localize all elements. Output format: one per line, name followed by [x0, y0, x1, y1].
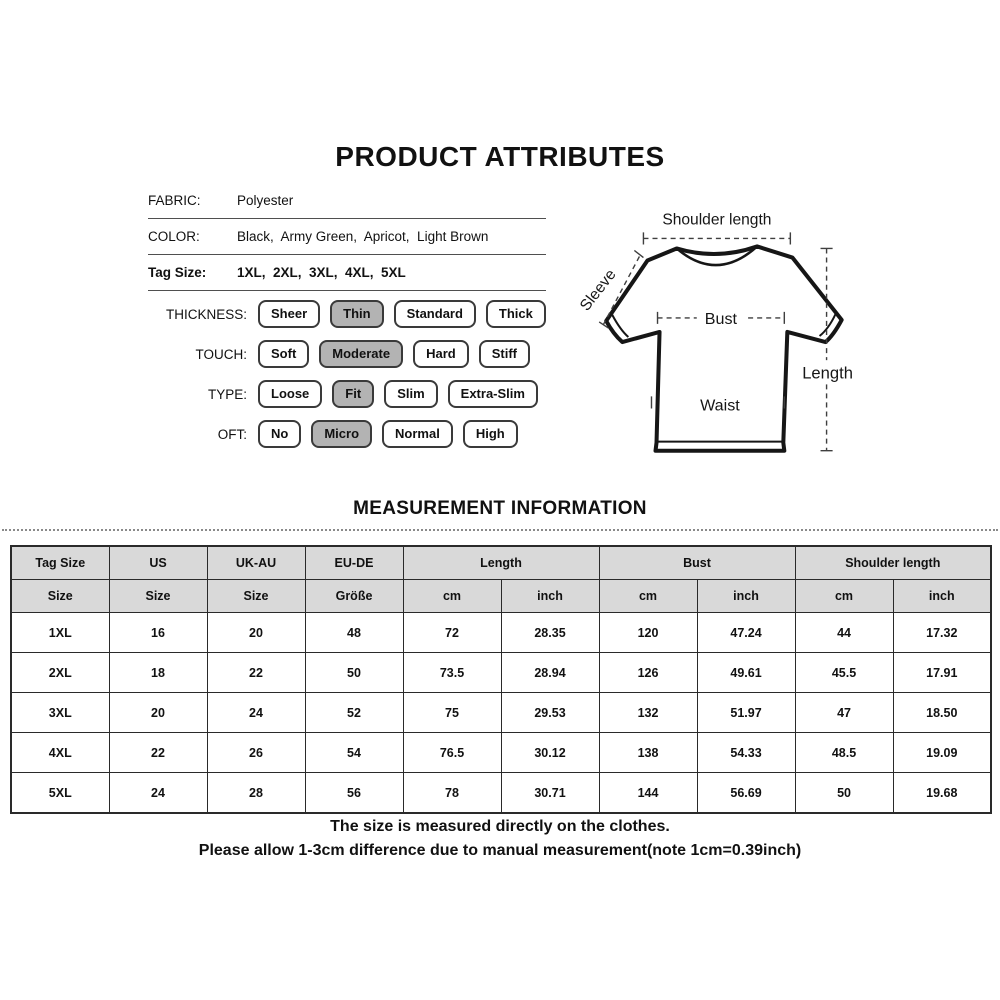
table-cell: 76.5 [403, 733, 501, 773]
table-subheader-cell: Size [109, 580, 207, 613]
option-button[interactable]: Thin [330, 300, 383, 329]
option-button[interactable]: Thick [486, 300, 546, 329]
table-cell: 30.71 [501, 773, 599, 814]
option-button[interactable]: Standard [394, 300, 476, 329]
table-cell: 45.5 [795, 653, 893, 693]
table-subheader-cell: inch [501, 580, 599, 613]
table-header-cell: Shoulder length [795, 546, 991, 580]
table-cell: 22 [109, 733, 207, 773]
table-cell: 120 [599, 613, 697, 653]
table-cell: 54 [305, 733, 403, 773]
table-cell: 2XL [11, 653, 109, 693]
table-cell: 56 [305, 773, 403, 814]
option-button[interactable]: Micro [311, 420, 372, 449]
option-button[interactable]: High [463, 420, 518, 449]
table-row [11, 613, 991, 653]
table-cell: 3XL [11, 693, 109, 733]
table-cell: 24 [109, 773, 207, 814]
option-group-label: TYPE: [207, 386, 247, 402]
bust-label: Bust [704, 309, 738, 328]
table-header-cell: UK-AU [207, 546, 305, 580]
shoulder-length-label: Shoulder length [662, 211, 772, 229]
table-cell: 78 [403, 773, 501, 814]
table-cell: 17.32 [893, 613, 991, 653]
option-button[interactable]: Extra-Slim [448, 380, 538, 409]
table-cell: 24 [207, 693, 305, 733]
table-cell: 19.09 [893, 733, 991, 773]
table-header-cell: EU-DE [305, 546, 403, 580]
note-line-1: The size is measured directly on the clothes. [330, 818, 670, 835]
measurement-table [10, 545, 992, 814]
table-cell: 56.69 [697, 773, 795, 814]
option-row [150, 294, 556, 334]
table-cell: 73.5 [403, 653, 501, 693]
table-cell: 20 [109, 693, 207, 733]
option-row [150, 414, 556, 454]
attribute-label: Tag Size: [148, 265, 207, 280]
option-group-label: THICKNESS: [165, 306, 247, 322]
table-subheader-cell: cm [795, 580, 893, 613]
option-button[interactable]: Normal [382, 420, 453, 449]
table-cell: 28.35 [501, 613, 599, 653]
table-cell: 20 [207, 613, 305, 653]
table-subheader-cell: Size [207, 580, 305, 613]
attribute-value: Black, Army Green, Apricot, Light Brown [237, 229, 489, 244]
tshirt-measurement-diagram [573, 194, 895, 476]
table-subheader-cell: Size [11, 580, 109, 613]
length-label: Length [802, 363, 853, 383]
table-cell: 50 [305, 653, 403, 693]
table-row [11, 693, 991, 733]
table-cell: 48 [305, 613, 403, 653]
option-button[interactable]: Loose [258, 380, 322, 409]
page-title: PRODUCT ATTRIBUTES [335, 141, 665, 172]
table-subheader-row [11, 580, 991, 613]
table-subheader-cell: cm [599, 580, 697, 613]
table-header-cell: US [109, 546, 207, 580]
table-cell: 44 [795, 613, 893, 653]
table-cell: 75 [403, 693, 501, 733]
table-cell: 138 [599, 733, 697, 773]
table-cell: 72 [403, 613, 501, 653]
option-button[interactable]: Moderate [319, 340, 403, 369]
option-button[interactable]: No [258, 420, 301, 449]
table-cell: 126 [599, 653, 697, 693]
table-subheader-cell: inch [697, 580, 795, 613]
attribute-value: 1XL, 2XL, 3XL, 4XL, 5XL [237, 265, 406, 280]
dotted-divider [2, 529, 998, 531]
attribute-row [148, 255, 546, 291]
table-cell: 132 [599, 693, 697, 733]
table-cell: 48.5 [795, 733, 893, 773]
attributes-list [148, 183, 546, 291]
table-cell: 19.68 [893, 773, 991, 814]
table-cell: 52 [305, 693, 403, 733]
option-groups [150, 294, 556, 454]
table-cell: 16 [109, 613, 207, 653]
table-cell: 50 [795, 773, 893, 814]
option-button[interactable]: Hard [413, 340, 469, 369]
table-cell: 28 [207, 773, 305, 814]
option-group-label: OFT: [217, 426, 247, 442]
table-cell: 4XL [11, 733, 109, 773]
option-button[interactable]: Soft [258, 340, 309, 369]
table-cell: 54.33 [697, 733, 795, 773]
option-button[interactable]: Fit [332, 380, 374, 409]
table-subheader-cell: cm [403, 580, 501, 613]
table-cell: 51.97 [697, 693, 795, 733]
option-group-label: TOUCH: [195, 346, 247, 362]
table-header-row [11, 546, 991, 580]
table-row [11, 773, 991, 814]
option-button[interactable]: Stiff [479, 340, 530, 369]
table-cell: 49.61 [697, 653, 795, 693]
table-header-cell: Length [403, 546, 599, 580]
table-cell: 5XL [11, 773, 109, 814]
table-cell: 18 [109, 653, 207, 693]
attribute-label: COLOR: [148, 229, 200, 244]
table-cell: 47.24 [697, 613, 795, 653]
table-cell: 17.91 [893, 653, 991, 693]
sleeve-label: Sleeve [576, 266, 620, 315]
table-body [11, 613, 991, 814]
option-row [150, 374, 556, 414]
table-cell: 28.94 [501, 653, 599, 693]
table-cell: 22 [207, 653, 305, 693]
option-button[interactable]: Sheer [258, 300, 320, 329]
table-cell: 30.12 [501, 733, 599, 773]
table-subheader-cell: inch [893, 580, 991, 613]
table-head [11, 546, 991, 613]
tshirt-outline [606, 246, 841, 450]
measurement-title: MEASUREMENT INFORMATION [353, 498, 647, 519]
table-cell: 18.50 [893, 693, 991, 733]
table-cell: 144 [599, 773, 697, 814]
table-cell: 1XL [11, 613, 109, 653]
option-button[interactable]: Slim [384, 380, 437, 409]
table-row [11, 653, 991, 693]
attribute-row [148, 219, 546, 255]
attribute-value: Polyester [237, 193, 294, 208]
waist-label: Waist [700, 396, 740, 415]
attribute-row [148, 183, 546, 219]
table-cell: 29.53 [501, 693, 599, 733]
table-header-cell: Bust [599, 546, 795, 580]
table-cell: 47 [795, 693, 893, 733]
table-header-cell: Tag Size [11, 546, 109, 580]
table-subheader-cell: Größe [305, 580, 403, 613]
option-row [150, 334, 556, 374]
table-cell: 26 [207, 733, 305, 773]
table-row [11, 733, 991, 773]
note-line-2: Please allow 1-3cm difference due to manual measurement(note 1cm=0.39inch) [198, 842, 802, 859]
attribute-label: FABRIC: [148, 193, 201, 208]
